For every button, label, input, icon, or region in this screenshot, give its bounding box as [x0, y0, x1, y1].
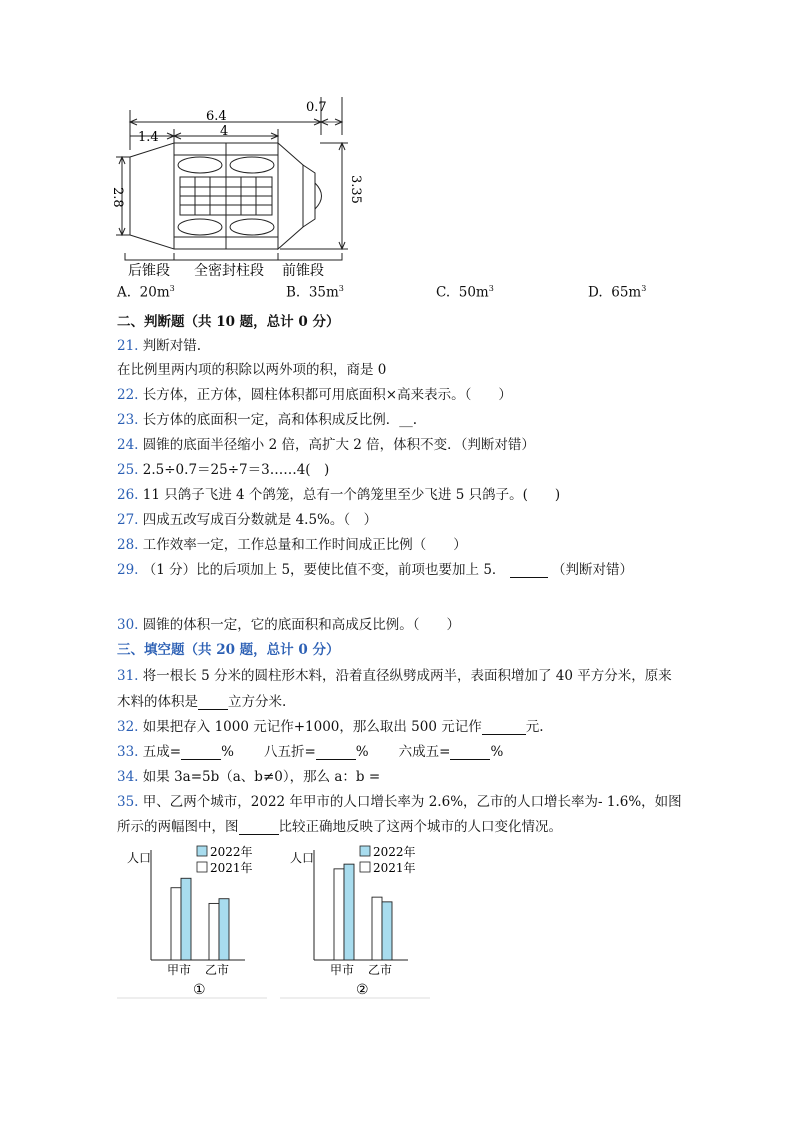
label-middle: 全密封柱段 [194, 263, 264, 279]
label-front: 前锥段 [282, 263, 324, 279]
bar-乙市-2022年 [219, 899, 229, 960]
question-35: 35. 甲、乙两个城市，2022 年甲市的人口增长率为 2.6%，乙市的人口增长率为- 1.6%，如图 [117, 794, 682, 810]
question-33: 33. 五成= % 八五折= % 六成五= % [117, 744, 504, 760]
question-31-cont: 木料的体积是 立方分米. [117, 694, 287, 710]
legend-swatch [360, 862, 370, 872]
x-tick-label: 乙市 [368, 963, 393, 977]
answer-blank[interactable] [510, 577, 548, 578]
option-d: D. $65m^3$ [588, 284, 647, 301]
label-rear: 后锥段 [128, 263, 170, 279]
question-30: 30. 圆锥的体积一定，它的底面积和高成反比例。（ ） [117, 617, 461, 633]
x-tick-label: 甲市 [167, 963, 192, 977]
bar-乙市-2022年 [382, 902, 392, 960]
answer-blank[interactable] [239, 834, 279, 835]
dim-height-left: 2.8 [110, 187, 125, 208]
question-25: 25. 2.5÷0.7＝25÷7＝3……4( ) [117, 462, 330, 478]
answer-blank[interactable] [316, 759, 356, 760]
dim-mid: 4 [220, 124, 229, 139]
question-35-cont: 所示的两幅图中，图 比较正确地反映了这两个城市的人口变化情况。 [117, 819, 562, 835]
population-chart-1 [117, 840, 267, 1002]
legend-label: 2022年 [373, 845, 416, 859]
bar-乙市-2021年 [372, 897, 382, 960]
answer-blank[interactable] [450, 759, 490, 760]
legend-swatch [360, 846, 370, 856]
dim-height-right: 3.35 [348, 175, 363, 204]
question-27: 27. 四成五改写成百分数就是 4.5%。（ ） [117, 512, 378, 528]
option-c: C. $50m^3$ [436, 284, 494, 301]
question-21-body: 在比例里两内项的积除以两外项的积，商是 0 [117, 362, 387, 378]
bar-甲市-2022年 [344, 864, 354, 960]
x-tick-label: 甲市 [330, 963, 355, 977]
y-axis-label: 人口 [290, 851, 315, 865]
population-chart-2 [280, 840, 430, 1002]
answer-blank[interactable] [482, 734, 526, 735]
legend-label: 2021年 [210, 861, 253, 875]
question-28: 28. 工作效率一定，工作总量和工作时间成正比例（ ） [117, 537, 467, 553]
question-22: 22. 长方体，正方体，圆柱体积都可用底面积×高来表示。（ ） [117, 387, 512, 403]
bar-乙市-2021年 [209, 903, 219, 960]
dim-top: 6.4 [206, 109, 227, 124]
question-21: 21. 判断对错. [117, 338, 202, 354]
chart-caption: ② [356, 982, 369, 998]
question-32: 32. 如果把存入 1000 元记作+1000，那么取出 500 元记作 元. [117, 719, 544, 735]
option-b: B. $35m^3$ [286, 284, 344, 301]
legend-swatch [197, 846, 207, 856]
question-31: 31. 将一根长 5 分米的圆柱形木料，沿着直径纵劈成两半，表面积增加了 40 平方分米，原来 [117, 668, 672, 684]
legend-label: 2022年 [210, 845, 253, 859]
question-24: 24. 圆锥的底面半径缩小 2 倍，高扩大 2 倍，体积不变．（判断对错） [117, 437, 535, 453]
y-axis-label: 人口 [127, 851, 152, 865]
section-3-heading: 三、填空题（共 20 题，总计 0 分） [117, 642, 340, 658]
machine-figure [110, 95, 370, 280]
dim-left: 1.4 [138, 130, 159, 145]
legend-label: 2021年 [373, 861, 416, 875]
bar-甲市-2021年 [171, 888, 181, 960]
answer-blank[interactable] [198, 709, 228, 710]
bar-甲市-2022年 [181, 878, 191, 960]
question-23: 23. 长方体的底面积一定，高和体积成反比例．__. [117, 412, 418, 428]
bar-甲市-2021年 [334, 869, 344, 960]
dim-right: 0.7 [306, 100, 327, 115]
legend-swatch [197, 862, 207, 872]
answer-blank[interactable] [181, 759, 221, 760]
question-34: 34. 如果 3a=5b（a、b≠0），那么 a：b = [117, 769, 381, 785]
chart-caption: ① [193, 982, 206, 998]
question-29: 29. （1 分）比的后项加上 5，要使比值不变，前项也要加上 5． （判断对错） [117, 562, 634, 578]
section-2-heading: 二、判断题（共 10 题，总计 0 分） [117, 314, 340, 330]
option-a: A. $20m^3$ [117, 284, 175, 301]
x-tick-label: 乙市 [205, 963, 230, 977]
question-26: 26. 11 只鸽子飞进 4 个鸽笼，总有一个鸽笼里至少飞进 5 只鸽子。( ) [117, 487, 561, 503]
